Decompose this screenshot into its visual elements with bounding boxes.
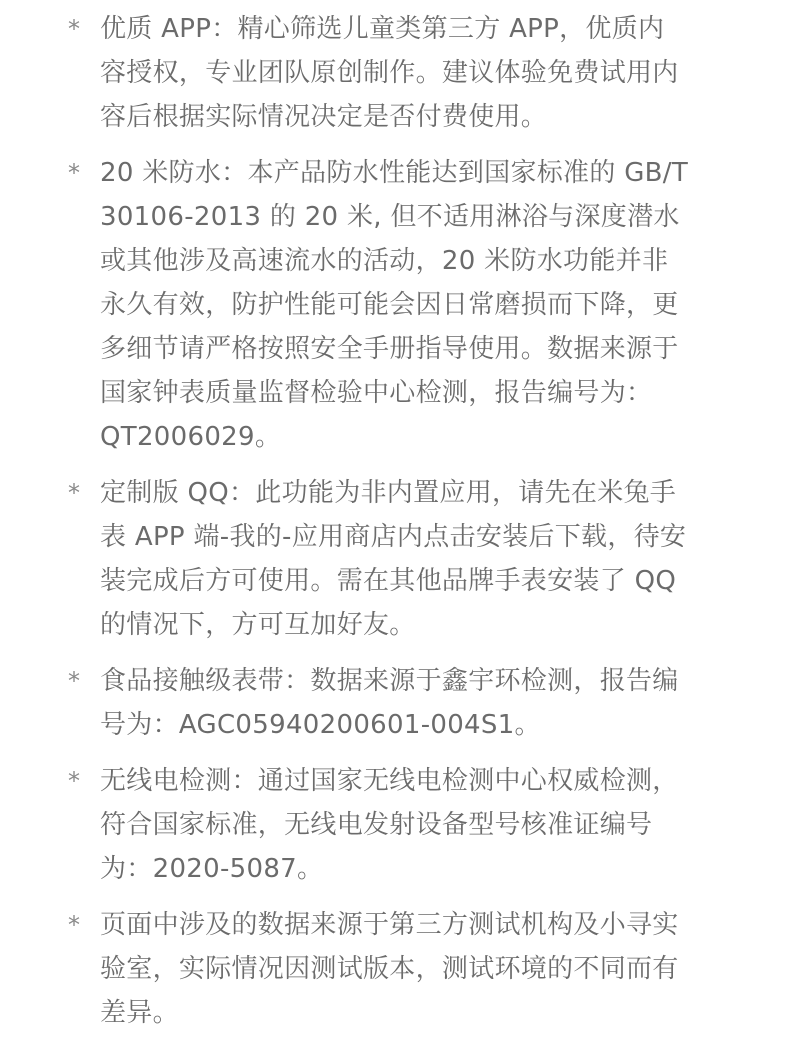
note-line: 验室，实际情况因测试版本，测试环境的不同而有 bbox=[100, 954, 679, 984]
note-line: 国家钟表质量监督检验中心检测，报告编号为： bbox=[100, 378, 653, 408]
note-line: 表 APP 端-我的-应用商店内点击安装后下载，待安 bbox=[100, 522, 687, 552]
note-line: 装完成后方可使用。需在其他品牌手表安装了 QQ bbox=[100, 566, 677, 596]
note-waterproof bbox=[0, 151, 790, 459]
asterisk-bullet: * bbox=[68, 767, 80, 795]
note-line: 的情况下，方可互加好友。 bbox=[100, 610, 416, 640]
asterisk-bullet: * bbox=[68, 15, 80, 43]
note-food-grade-strap bbox=[0, 659, 790, 747]
asterisk-bullet: * bbox=[68, 159, 80, 187]
note-text bbox=[100, 659, 750, 747]
note-line: 或其他涉及高速流水的活动，20 米防水功能并非 bbox=[100, 246, 669, 276]
note-custom-qq bbox=[0, 471, 790, 647]
note-line: 30106-2013 的 20 米, 但不适用淋浴与深度潜水 bbox=[100, 202, 680, 232]
note-line: 食品接触级表带：数据来源于鑫宇环检测，报告编 bbox=[100, 666, 679, 696]
note-line: 号为：AGC05940200601-004S1。 bbox=[100, 710, 541, 740]
note-line: 无线电检测：通过国家无线电检测中心权威检测， bbox=[100, 766, 679, 796]
note-data-source bbox=[0, 903, 790, 1035]
note-line: 优质 APP：精心筛选儿童类第三方 APP，优质内 bbox=[100, 14, 665, 44]
note-line: 多细节请严格按照安全手册指导使用。数据来源于 bbox=[100, 334, 679, 364]
note-line: 定制版 QQ：此功能为非内置应用，请先在米兔手 bbox=[100, 478, 677, 508]
note-line: 永久有效，防护性能可能会因日常磨损而下降，更 bbox=[100, 290, 679, 320]
note-line: 容授权，专业团队原创制作。建议体验免费试用内 bbox=[100, 58, 679, 88]
note-line: 页面中涉及的数据来源于第三方测试机构及小寻实 bbox=[100, 910, 679, 940]
note-line: 为：2020-5087。 bbox=[100, 854, 324, 884]
disclaimer-notes-list bbox=[0, 7, 790, 1047]
asterisk-bullet: * bbox=[68, 479, 80, 507]
note-text bbox=[100, 151, 750, 459]
note-text bbox=[100, 471, 750, 647]
note-line: 差异。 bbox=[100, 998, 179, 1028]
note-line: 容后根据实际情况决定是否付费使用。 bbox=[100, 102, 548, 132]
note-premium-app bbox=[0, 7, 790, 139]
note-line: 20 米防水：本产品防水性能达到国家标准的 GB/T bbox=[100, 158, 689, 188]
note-line: 符合国家标准，无线电发射设备型号核准证编号 bbox=[100, 810, 653, 840]
note-radio-test bbox=[0, 759, 790, 891]
note-text bbox=[100, 903, 750, 1035]
note-text bbox=[100, 7, 750, 139]
asterisk-bullet: * bbox=[68, 667, 80, 695]
note-line: QT2006029。 bbox=[100, 422, 282, 452]
asterisk-bullet: * bbox=[68, 911, 80, 939]
note-text bbox=[100, 759, 750, 891]
